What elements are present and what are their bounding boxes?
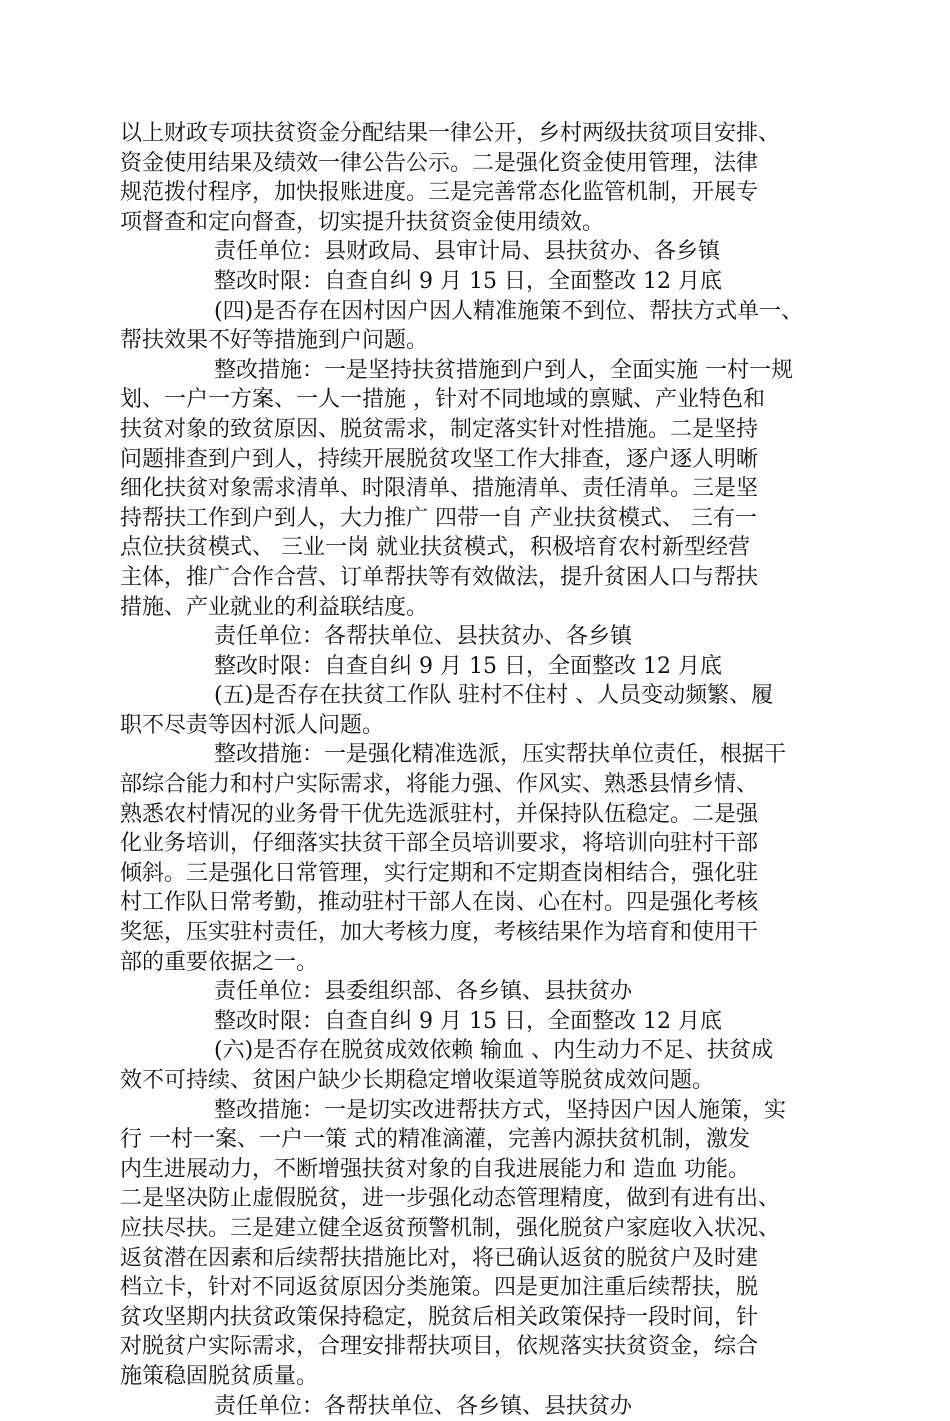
text-line: 点位扶贫模式、 三业一岗 就业扶贫模式，积极培育农村新型经营: [120, 535, 750, 561]
document-page: [120, 119, 824, 1421]
text-line: 档立卡，针对不同返贫原因分类施策。四是更加注重后续帮扶，脱: [120, 1275, 759, 1301]
text-line: 资金使用结果及绩效一律公告公示。二是强化资金使用管理，法律: [120, 150, 759, 176]
text-line: 村工作队日常考勤，推动驻村干部人在岗、心在村。四是强化考核: [120, 890, 759, 916]
text-line: 行 一村一案、一户一策 式的精准滴灌，完善内源扶贫机制，激发: [120, 1127, 750, 1153]
text-line: 部的重要依据之一。: [120, 949, 319, 975]
text-line: 主体，推广合作合营、订单帮扶等有效做法，提升贫困人口与帮扶: [120, 564, 759, 590]
text-line: 整改措施：一是切实改进帮扶方式，坚持因户因人施策，实: [214, 1097, 787, 1123]
text-line: 整改时限：自查自纠 9 月 15 日，全面整改 12 月底: [214, 1008, 722, 1034]
text-line: 责任单位：各帮扶单位、县扶贫办、各乡镇: [214, 624, 633, 650]
text-line: 持帮扶工作到户到人，大力推广 四带一自 产业扶贫模式、 三有一: [120, 505, 757, 531]
text-line: 内生进展动力，不断增强扶贫对象的自我进展能力和 造血 功能。: [120, 1156, 750, 1182]
text-line: (四)是否存在因村因户因人精准施策不到位、帮扶方式单一、: [214, 298, 804, 324]
text-line: 问题排查到户到人，持续开展脱贫攻坚工作大排查，逐户逐人明晰: [120, 446, 759, 472]
text-line: 帮扶效果不好等措施到户问题。: [120, 328, 429, 354]
text-line: 返贫潜在因素和后续帮扶措施比对，将已确认返贫的脱贫户及时建: [120, 1245, 759, 1271]
text-line: 施策稳固脱贫质量。: [120, 1363, 319, 1389]
text-line: 倾斜。三是强化日常管理，实行定期和不定期查岗相结合，强化驻: [120, 860, 759, 886]
text-line: (五)是否存在扶贫工作队 驻村不住村 、人员变动频繁、履: [214, 683, 774, 709]
text-line: 整改措施：一是强化精准选派，压实帮扶单位责任，根据干: [214, 742, 787, 768]
text-line: 化业务培训，仔细落实扶贫干部全员培训要求，将培训向驻村干部: [120, 831, 759, 857]
text-line: 熟悉农村情况的业务骨干优先选派驻村，并保持队伍稳定。二是强: [120, 801, 759, 827]
text-line: 贫攻坚期内扶贫政策保持稳定，脱贫后相关政策保持一段时间，针: [120, 1304, 759, 1330]
text-line: 责任单位：县委组织部、各乡镇、县扶贫办: [214, 979, 633, 1005]
text-line: 应扶尽扶。三是建立健全返贫预警机制，强化脱贫户家庭收入状况、: [120, 1215, 781, 1241]
text-line: 二是坚决防止虚假脱贫，进一步强化动态管理精度，做到有进有出、: [120, 1186, 781, 1212]
text-line: 责任单位：县财政局、县审计局、县扶贫办、各乡镇: [214, 239, 721, 265]
text-line: 整改时限：自查自纠 9 月 15 日，全面整改 12 月底: [214, 268, 722, 294]
text-line: 整改时限：自查自纠 9 月 15 日，全面整改 12 月底: [214, 653, 722, 679]
text-line: (六)是否存在脱贫成效依赖 输血 、内生动力不足、扶贫成: [214, 1038, 774, 1064]
text-line: 部综合能力和村户实际需求，将能力强、作风实、熟悉县情乡情、: [120, 772, 759, 798]
text-line: 扶贫对象的致贫原因、脱贫需求，制定落实针对性措施。二是坚持: [120, 416, 759, 442]
text-line: 职不尽责等因村派人问题。: [120, 712, 385, 738]
text-line: 以上财政专项扶贫资金分配结果一律公开，乡村两级扶贫项目安排、: [120, 121, 781, 146]
text-line: 对脱贫户实际需求，合理安排帮扶项目，依规落实扶贫资金，综合: [120, 1334, 759, 1360]
text-line: 效不可持续、贫困户缺少长期稳定增收渠道等脱贫成效问题。: [120, 1068, 715, 1093]
text-line: 奖惩，压实驻村责任，加大考核力度，考核结果作为培育和使用干: [120, 920, 759, 946]
text-line: 整改措施：一是坚持扶贫措施到户到人，全面实施 一村一规: [214, 357, 793, 383]
text-line: 措施、产业就业的利益联结度。: [120, 594, 429, 620]
text-line: 划、一户一方案、一人一措施 ，针对不同地域的禀赋、产业特色和: [120, 387, 765, 413]
text-line: 细化扶贫对象需求清单、时限清单、措施清单、责任清单。三是坚: [120, 476, 759, 502]
text-line: 规范拨付程序，加快报账进度。三是完善常态化监管机制，开展专: [120, 180, 759, 206]
text-line: 责任单位：各帮扶单位、各乡镇、县扶贫办: [214, 1393, 633, 1419]
text-line: 项督查和定向督查，切实提升扶贫资金使用绩效。: [120, 209, 605, 235]
